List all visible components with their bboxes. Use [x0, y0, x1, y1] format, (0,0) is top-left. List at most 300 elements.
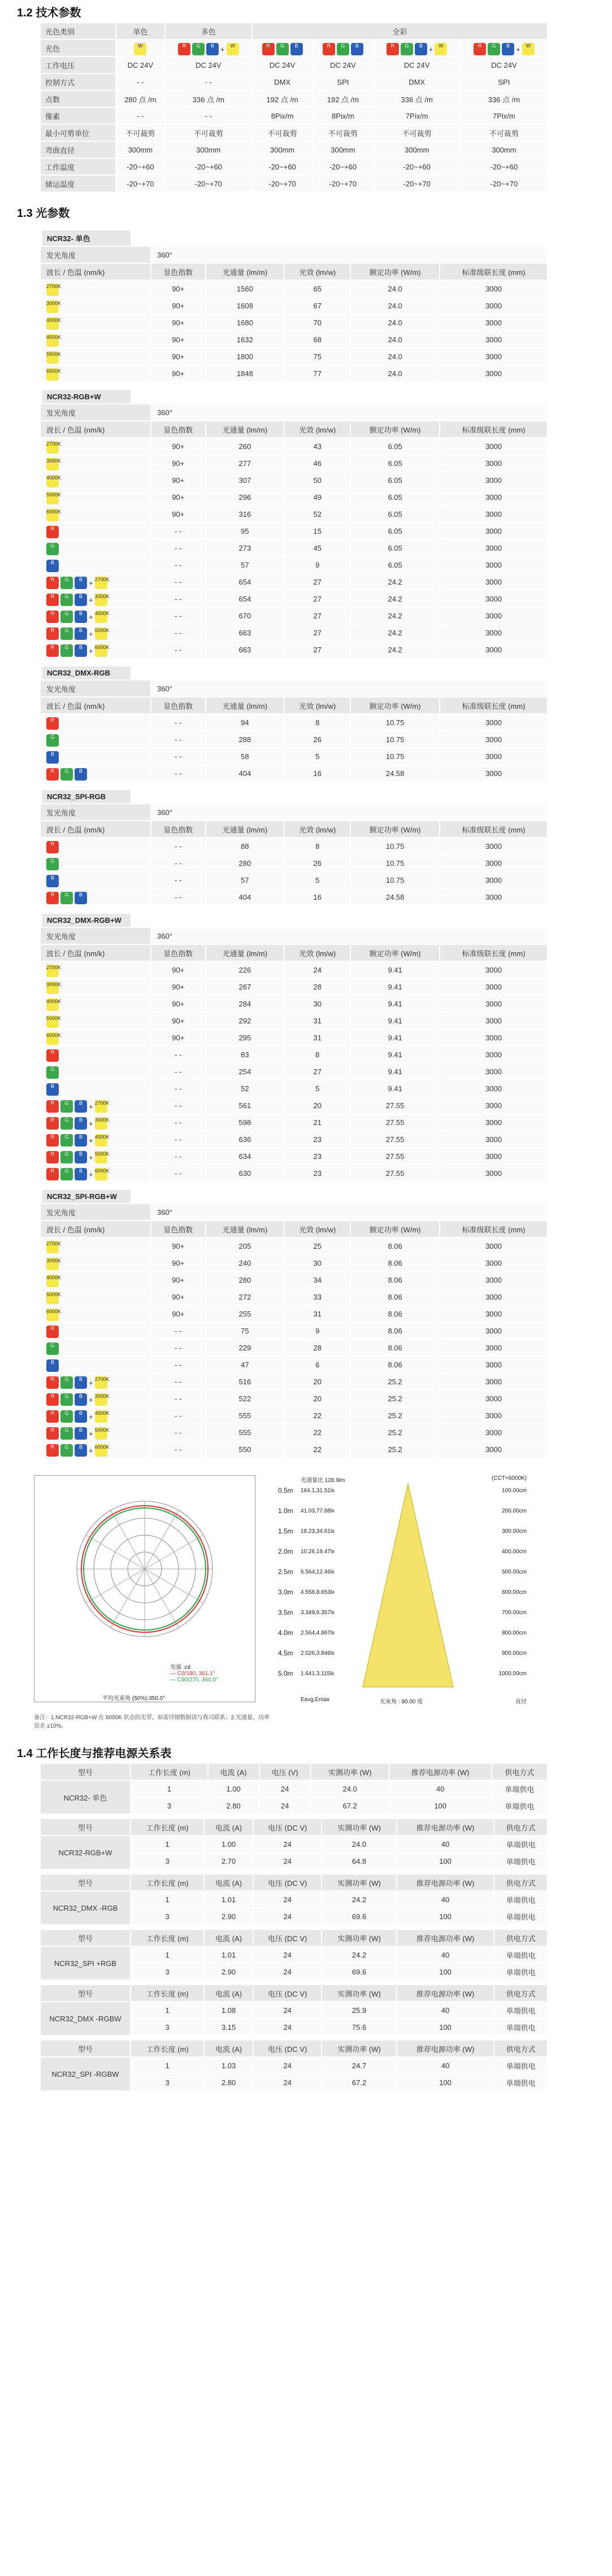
table-cell: - - [166, 108, 251, 124]
table-cell: 90+ [151, 996, 205, 1012]
table-cell: - - [151, 1340, 205, 1355]
table-cell: 3000 [440, 1357, 547, 1372]
col-header: 推荐电源功率 (W) [397, 1985, 494, 2001]
table-row [41, 821, 547, 837]
table-cell: 3000 [440, 996, 547, 1012]
table-cell: DC 24V [166, 57, 251, 73]
blue-swatch: B [75, 1393, 87, 1406]
table-cell: 90+ [151, 1030, 205, 1045]
table-row [41, 1764, 547, 1780]
red-swatch: R [46, 1168, 59, 1180]
table-cell: 24.2 [351, 642, 439, 657]
table-cell [41, 315, 150, 330]
table-row [41, 928, 547, 944]
table-cell: 300mm [253, 142, 312, 158]
table-cell: 3000 [440, 1148, 547, 1164]
table-row [41, 91, 547, 107]
table-cell: 24.0 [311, 1781, 389, 1797]
table-cell: -20~+70 [313, 176, 372, 191]
col-header: 型号 [41, 1875, 130, 1890]
group-title: NCR32_DMX-RGB [42, 666, 131, 679]
table-cell: 46 [285, 455, 350, 471]
beam-size: 300.00cm [502, 1528, 527, 1535]
table-cell [41, 872, 150, 888]
table-row [41, 1097, 547, 1113]
table-cell [41, 1080, 150, 1096]
table-cell: 不可裁剪 [461, 125, 547, 141]
col-header: 电压 (DC V) [254, 2041, 321, 2056]
angle-label: 发光角度 [41, 681, 150, 696]
table-row [41, 438, 547, 454]
table-row [41, 1272, 547, 1288]
table-cell: 不可裁剪 [313, 125, 372, 141]
cct-swatch: 5500K [46, 351, 59, 364]
col-header: 波长 / 色温 (nm/k) [41, 1221, 150, 1237]
table-cell: 3000 [440, 540, 547, 556]
table-cell: 单端供电 [494, 1836, 547, 1852]
table-cell: 57 [206, 872, 284, 888]
table-cell: 10.75 [351, 731, 439, 747]
blue-swatch: B [502, 43, 514, 55]
table-cell: 630 [206, 1165, 284, 1181]
table-cell: 88 [206, 838, 284, 854]
table-cell: 100 [397, 2074, 494, 2090]
beam-lux: 10.26,19.47lx [301, 1549, 335, 1555]
col-header: 波长 / 色温 (nm/k) [41, 945, 150, 961]
cct-swatch: 3000K [95, 594, 107, 606]
table-cell: 25.2 [351, 1441, 439, 1457]
blue-swatch: B [75, 1427, 87, 1440]
table-cell: 273 [206, 540, 284, 556]
table-cell: 90+ [151, 506, 205, 522]
cct-swatch: 6000K [95, 1444, 107, 1457]
green-swatch: G [60, 594, 73, 606]
table-cell: 8.06 [351, 1289, 439, 1305]
angle-value: 360° [151, 804, 547, 820]
cct-swatch: 3000K [46, 300, 59, 313]
table-cell: 561 [206, 1097, 284, 1113]
table-cell: 254 [206, 1063, 284, 1079]
cct-swatch: 3000K [46, 458, 59, 470]
table-cell: 3000 [440, 591, 547, 607]
beam-size: 900.00cm [502, 1650, 527, 1657]
table-row [41, 574, 547, 590]
red-swatch: R [46, 611, 59, 623]
table-cell: 8.06 [351, 1357, 439, 1372]
row-label: 控制方式 [41, 74, 115, 90]
table-cell: 24 [254, 2058, 321, 2073]
table-cell: - - [151, 1080, 205, 1096]
table-row [41, 557, 547, 573]
table-cell: R G B + 5000K [41, 1424, 150, 1440]
table-cell: 3000 [440, 1013, 547, 1028]
table-cell: 不可裁剪 [253, 125, 312, 141]
table-cell: R G B + 3000K [41, 591, 150, 607]
table-cell: - - [151, 608, 205, 624]
table-cell: 1 [131, 1781, 207, 1797]
table-cell: - - [151, 1114, 205, 1130]
table-cell: 1848 [206, 365, 284, 381]
table-cell: 192 点 /m [253, 91, 312, 107]
col-header: 标准级联长度 (mm) [440, 698, 547, 713]
table-cell: 3000 [440, 1063, 547, 1079]
cct-swatch: 6000K [46, 509, 59, 521]
green-swatch: G [60, 1117, 73, 1130]
green-swatch: G [401, 43, 413, 55]
table-cell: 24.2 [351, 574, 439, 590]
table-cell [41, 523, 150, 539]
table-cell: 24.0 [351, 298, 439, 313]
table-cell: 单端供电 [494, 1891, 547, 1907]
table-cell: - - [166, 74, 251, 90]
table-cell: 27 [285, 642, 350, 657]
table-cell: 20 [285, 1097, 350, 1113]
table-cell: 58 [206, 748, 284, 764]
table-cell: 2.80 [209, 1798, 259, 1814]
table-cell [41, 472, 150, 488]
col-header: 额定功率 (W/m) [351, 264, 439, 280]
table-row [41, 1374, 547, 1389]
col-header: 波长 / 色温 (nm/k) [41, 821, 150, 837]
cct-swatch: 4000K [46, 475, 59, 487]
table-row [41, 125, 547, 141]
table-cell: 40 [397, 1836, 494, 1852]
table-row [41, 855, 547, 871]
table-cell: DC 24V [116, 57, 164, 73]
blue-swatch: B [75, 627, 87, 640]
table-row [41, 608, 547, 624]
table-cell: 90+ [151, 298, 205, 313]
beam-size: 1000.00cm [498, 1671, 527, 1677]
table-cell [41, 455, 150, 471]
table-cell: 67.2 [311, 1798, 389, 1814]
col-header: 型号 [41, 1764, 130, 1780]
table-cell: -20~+60 [253, 159, 312, 175]
beam-diagram [278, 1475, 538, 1707]
table-cell: 670 [206, 608, 284, 624]
blue-swatch: B [75, 892, 87, 904]
table-cell: - - [151, 1097, 205, 1113]
model-cell: NCR32_SPI +RGB [41, 1947, 130, 1980]
cct-swatch: 5000K [95, 1427, 107, 1440]
table-cell: 3000 [440, 332, 547, 347]
table-cell: - - [151, 591, 205, 607]
table-row [41, 455, 547, 471]
table-cell: 404 [206, 889, 284, 905]
table-cell: SPI [313, 74, 372, 90]
table-row [41, 57, 547, 73]
table-cell: 3000 [440, 1441, 547, 1457]
table-cell: - - [151, 625, 205, 640]
table-cell [41, 1306, 150, 1322]
table-cell: 2.90 [205, 1908, 253, 1924]
table-cell: 6.05 [351, 540, 439, 556]
table-cell: 663 [206, 642, 284, 657]
table-cell: 3000 [440, 1340, 547, 1355]
red-swatch: R [46, 768, 59, 781]
table-cell: 90+ [151, 1238, 205, 1254]
table-cell: 单端供电 [494, 2019, 547, 2035]
table-cell: 90+ [151, 455, 205, 471]
cct-swatch: W [435, 43, 447, 55]
table-cell: 31 [285, 1013, 350, 1028]
table-cell: 3000 [440, 1238, 547, 1254]
table-row [41, 1255, 547, 1271]
table-cell: -20~+60 [313, 159, 372, 175]
table-cell: 24.2 [322, 1891, 396, 1907]
group-title: NCR32_DMX-RGB+W [42, 914, 131, 927]
beam-lux: 41.03,77.88lx [301, 1508, 335, 1514]
table-cell: 6.05 [351, 489, 439, 505]
table-row [41, 2002, 547, 2018]
table-cell: 24 [254, 1908, 321, 1924]
table-row [41, 489, 547, 505]
table-cell: 307 [206, 472, 284, 488]
col-header: 额定功率 (W/m) [351, 821, 439, 837]
power-section-title: 1.4 工作长度与推荐电源关系表 [17, 1747, 172, 1760]
row-label: 像素 [41, 108, 115, 124]
angle-value: 360° [151, 404, 547, 420]
col-header: 显色指数 [151, 264, 205, 280]
table-cell: 100 [397, 1908, 494, 1924]
table-cell: 24.2 [351, 608, 439, 624]
beam-header-left: 光通量比 128.9lm [301, 1477, 345, 1484]
table-cell: 295 [206, 1030, 284, 1045]
table-cell [41, 962, 150, 978]
table-cell [116, 40, 164, 56]
cct-swatch: W [227, 43, 239, 55]
table-cell: 24.0 [351, 332, 439, 347]
table-cell: 不可裁剪 [374, 125, 460, 141]
table-cell [41, 889, 150, 905]
table-cell [41, 838, 150, 854]
table-cell: 3000 [440, 1424, 547, 1440]
table-row [41, 838, 547, 854]
cct-swatch: 4000K [95, 611, 107, 623]
col-header: 显色指数 [151, 698, 205, 713]
table-cell: 90+ [151, 1272, 205, 1288]
table-cell: 10.75 [351, 714, 439, 730]
table-cell: 8.06 [351, 1238, 439, 1254]
red-swatch: R [46, 577, 59, 589]
beam-size: 700.00cm [502, 1610, 527, 1616]
table-cell: 90+ [151, 332, 205, 347]
blue-swatch: B [75, 594, 87, 606]
table-cell: 229 [206, 1340, 284, 1355]
table-cell: - - [151, 1357, 205, 1372]
red-swatch: R [46, 717, 59, 730]
table-row [41, 1030, 547, 1045]
table-row [41, 74, 547, 90]
table-cell: R G B + 4000K [41, 1131, 150, 1147]
table-cell: 3000 [440, 962, 547, 978]
beam-size: 500.00cm [502, 1569, 527, 1575]
spec-table [40, 22, 548, 193]
table-cell: 25.2 [351, 1374, 439, 1389]
table-cell: 26 [285, 731, 350, 747]
beam-size: 100.00cm [502, 1488, 527, 1494]
table-cell: 654 [206, 591, 284, 607]
col-header: 工作长度 (m) [131, 1930, 203, 1946]
red-swatch: R [46, 1444, 59, 1457]
table-row [41, 176, 547, 191]
table-cell: 1.01 [205, 1891, 253, 1907]
blue-swatch: B [75, 1100, 87, 1113]
table-cell [41, 298, 150, 313]
table-cell: 292 [206, 1013, 284, 1028]
table-cell: 31 [285, 1306, 350, 1322]
beam-lux: 18.23,34.61lx [301, 1528, 335, 1535]
table-row [41, 996, 547, 1012]
polar-unit: 光强 :cd [170, 1664, 191, 1671]
table-row [41, 625, 547, 640]
table-cell: 1.03 [205, 2058, 253, 2073]
green-swatch: G [60, 1444, 73, 1457]
cct-swatch: 4000K [95, 1410, 107, 1423]
green-swatch: G [276, 43, 289, 55]
table-cell: - - [151, 1441, 205, 1457]
table-row [41, 889, 547, 905]
photo-section-title: 1.3 光参数 [17, 207, 70, 220]
table-cell: 3000 [440, 1255, 547, 1271]
col-header: 多色 [166, 23, 251, 39]
cct-swatch: 3000K [95, 1393, 107, 1406]
cct-swatch: 4000K [46, 999, 59, 1011]
table-cell: R G B + 6000K [41, 1165, 150, 1181]
table-cell: 663 [206, 625, 284, 640]
cct-swatch: 4500K [46, 334, 59, 347]
table-cell: 单端供电 [494, 2002, 547, 2018]
table-cell: - - [151, 557, 205, 573]
cct-swatch: 6000K [95, 644, 107, 657]
cct-swatch: 6000K [95, 1168, 107, 1180]
table-cell: -20~+60 [166, 159, 251, 175]
col-header: 额定功率 (W/m) [351, 1221, 439, 1237]
cct-swatch: 3000K [46, 1258, 59, 1270]
table-cell: R G B + 2700K [41, 1097, 150, 1113]
table-cell: 555 [206, 1424, 284, 1440]
table-cell: 3 [131, 1964, 203, 1980]
blue-swatch: B [75, 577, 87, 589]
table-cell: 598 [206, 1114, 284, 1130]
photo-table [40, 803, 548, 906]
table-cell: 1.00 [205, 1836, 253, 1852]
photo-table [40, 403, 548, 659]
row-label: 储运温度 [41, 176, 115, 191]
table-row [41, 1289, 547, 1305]
table-cell: 20 [285, 1374, 350, 1389]
table-cell: 1.00 [209, 1781, 259, 1797]
table-cell: 3000 [440, 557, 547, 573]
cct-swatch: 2700K [46, 1241, 59, 1253]
table-cell: 3000 [440, 1097, 547, 1113]
green-swatch: G [60, 577, 73, 589]
table-cell: 27.55 [351, 1097, 439, 1113]
table-cell [41, 540, 150, 556]
table-cell: 30 [285, 996, 350, 1012]
col-header: 电压 (DC V) [254, 1985, 321, 2001]
table-cell: 10.75 [351, 838, 439, 854]
table-cell: - - [151, 731, 205, 747]
table-cell: 3000 [440, 1391, 547, 1406]
col-header: 显色指数 [151, 1221, 205, 1237]
blue-swatch: B [415, 43, 427, 55]
table-cell: 65 [285, 281, 350, 297]
table-cell [41, 281, 150, 297]
table-cell: - - [151, 838, 205, 854]
table-cell [41, 438, 150, 454]
table-cell: 24 [254, 1836, 321, 1852]
blue-swatch: B [290, 43, 303, 55]
table-row [41, 315, 547, 330]
table-cell: 28 [285, 1340, 350, 1355]
col-header: 标准级联长度 (mm) [440, 821, 547, 837]
table-cell: 单端供电 [494, 1908, 547, 1924]
table-cell: 9.41 [351, 1080, 439, 1096]
table-cell: 90+ [151, 315, 205, 330]
table-cell: 25.9 [322, 2002, 396, 2018]
table-cell: 25.2 [351, 1424, 439, 1440]
table-cell [41, 748, 150, 764]
col-header: 光效 (lm/w) [285, 1221, 350, 1237]
table-cell: 单端供电 [494, 1853, 547, 1869]
red-swatch: R [178, 43, 190, 55]
table-cell: 27.55 [351, 1114, 439, 1130]
table-cell: 67 [285, 298, 350, 313]
col-header: 工作长度 (m) [131, 2041, 203, 2056]
table-cell: 300mm [166, 142, 251, 158]
table-cell: R G B + 5000K [41, 625, 150, 640]
red-swatch: R [46, 1117, 59, 1130]
table-row [41, 404, 547, 420]
cct-swatch: 4000K [95, 1134, 107, 1147]
table-cell: 3000 [440, 1047, 547, 1062]
col-header: 供电方式 [494, 1985, 547, 2001]
table-cell: 9.41 [351, 1047, 439, 1062]
col-header: 推荐电源功率 (W) [397, 2041, 494, 2056]
table-cell: 27 [285, 625, 350, 640]
table-row [41, 1047, 547, 1062]
table-cell: 45 [285, 540, 350, 556]
table-cell: 3 [131, 2074, 203, 2090]
beam-distance: 3.0m [278, 1588, 293, 1596]
table-cell: 3000 [440, 506, 547, 522]
table-cell: - - [151, 1323, 205, 1339]
table-cell: 24 [254, 2074, 321, 2090]
col-header: 供电方式 [494, 1930, 547, 1946]
table-cell: 23 [285, 1148, 350, 1164]
col-header: 电流 (A) [205, 1875, 253, 1890]
table-cell: 288 [206, 731, 284, 747]
table-cell: 404 [206, 765, 284, 781]
table-cell: 24 [254, 1891, 321, 1907]
table-cell: 83 [206, 1047, 284, 1062]
table-cell: 3000 [440, 731, 547, 747]
table-row [41, 1819, 547, 1835]
table-cell: 25.2 [351, 1407, 439, 1423]
table-row [41, 2041, 547, 2056]
table-cell: 9.41 [351, 1063, 439, 1079]
table-row [41, 1323, 547, 1339]
table-cell: - - [151, 765, 205, 781]
group-title: NCR32- 单色 [42, 230, 131, 246]
red-swatch: R [46, 1100, 59, 1113]
table-cell: - - [151, 872, 205, 888]
table-row [41, 332, 547, 347]
table-cell: 20 [285, 1391, 350, 1406]
table-row [41, 979, 547, 995]
table-cell: 24 [254, 2002, 321, 2018]
